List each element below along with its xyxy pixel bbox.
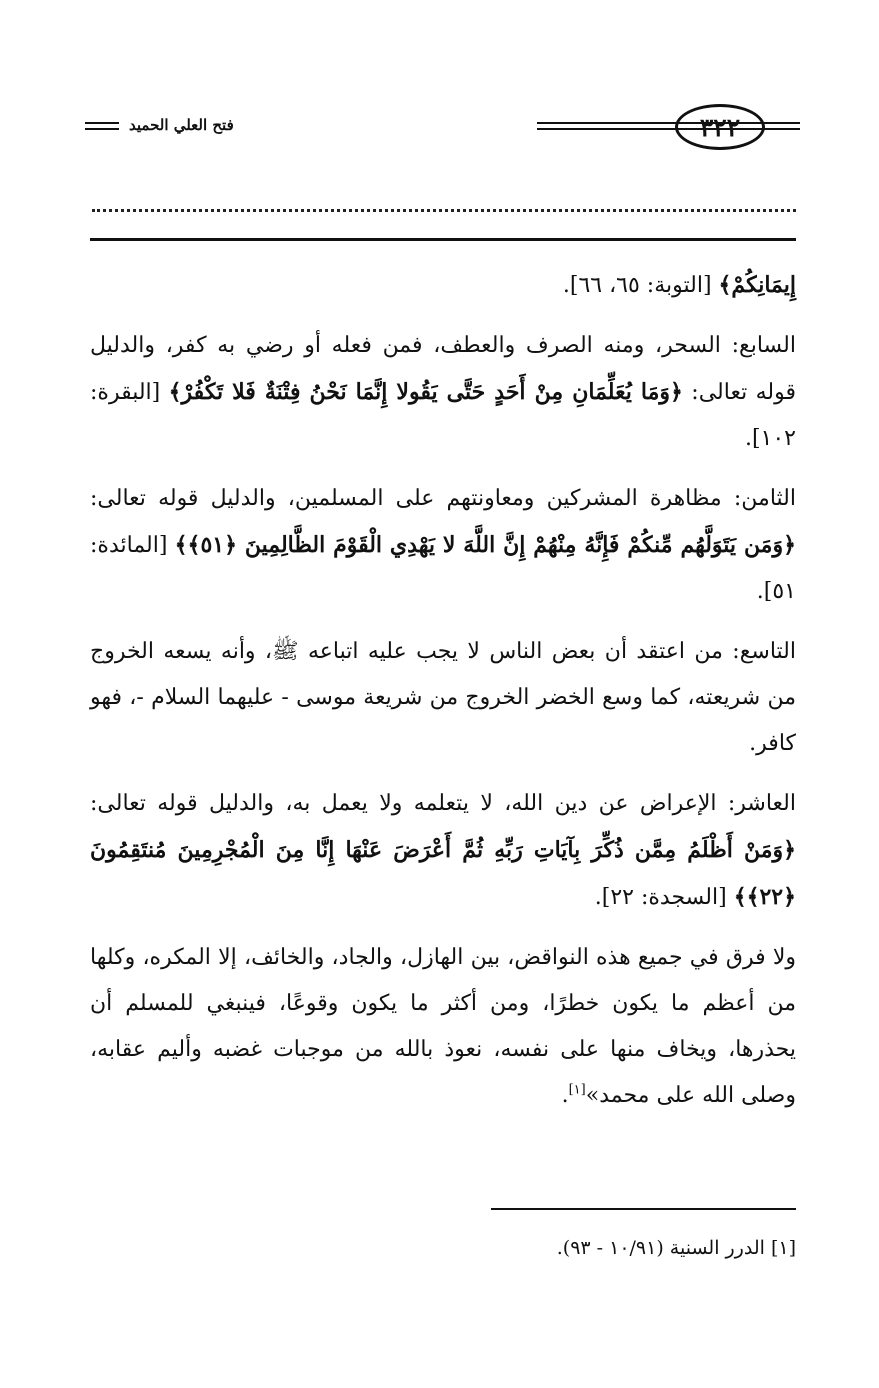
paragraph-text: ولا فرق في جميع هذه النواقض، بين الهازل، والجاد، والخائف، إلا المكره، وكلها من أعظم ما يكون خطرًا، ومن أكثر ما يكون وقوعًا، فينبغي للمسلم أن يحذرها، ويخاف منها على نفسه، نعوذ بالله من موجبات غضبه وأليم عقابه، وصلى الله على محمد» bbox=[90, 945, 796, 1108]
footnote-rule bbox=[491, 1208, 796, 1210]
footnote-marker: [١] bbox=[568, 1082, 586, 1098]
paragraph-ninth bbox=[90, 629, 796, 767]
paragraph-eighth bbox=[90, 476, 796, 615]
content-top-rule bbox=[90, 238, 796, 241]
verse-reference: [السجدة: ٢٢]. bbox=[594, 885, 734, 910]
verse-reference: [التوبة: ٦٥، ٦٦]. bbox=[562, 273, 719, 298]
page-content bbox=[90, 262, 796, 1133]
header-rule-left bbox=[85, 122, 119, 130]
paragraph-text: الثامن: مظاهرة المشركين ومعاونتهم على المسلمين، والدليل قوله تعالى: bbox=[90, 486, 796, 511]
header-rule-right bbox=[764, 122, 800, 130]
paragraph-text-end: . bbox=[561, 1083, 569, 1108]
paragraph-text: السابع: السحر، ومنه الصرف والعطف، فمن فعله أو رضي به كفر، والدليل قوله تعالى: bbox=[90, 333, 796, 405]
quran-verse: إِيمَانِكُمْ﴾ bbox=[718, 272, 796, 298]
paragraph-conclusion bbox=[90, 935, 796, 1119]
book-title: فتح العلي الحميد bbox=[129, 116, 234, 134]
paragraph-seventh bbox=[90, 323, 796, 462]
page-number: ٣٢٢ bbox=[675, 104, 765, 150]
verse-reference: [البقرة: ١٠٢]. bbox=[90, 380, 796, 451]
quran-verse: ﴿وَمَن يَتَوَلَّهُم مِّنكُمْ فَإِنَّهُ مِنْهُمْ إِنَّ اللَّهَ لا يَهْدِي الْقَوْمَ الظَّالِمِينَ ﴿٥١﴾﴾ bbox=[174, 532, 796, 558]
header-rule-middle bbox=[537, 122, 767, 130]
paragraph-tenth bbox=[90, 781, 796, 921]
verse-reference: [المائدة: ٥١]. bbox=[90, 533, 796, 604]
footnote: [١] الدرر السنية (١٠/٩١ - ٩٣). bbox=[556, 1237, 796, 1259]
paragraph-text: التاسع: من اعتقد أن بعض الناس لا يجب عليه اتباعه ﷺ، وأنه يسعه الخروج من شريعته، كما وسع الخضر الخروج من شريعة موسى - عليهما السلام -، فهو كافر. bbox=[90, 639, 796, 756]
paragraph-text: العاشر: الإعراض عن دين الله، لا يتعلمه ولا يعمل به، والدليل قوله تعالى: bbox=[90, 791, 796, 816]
paragraph-verse-ending bbox=[90, 262, 796, 309]
dotted-separator bbox=[92, 198, 796, 212]
page-header bbox=[85, 100, 800, 160]
quran-verse: ﴿وَمَنْ أَظْلَمُ مِمَّن ذُكِّرَ بِآيَاتِ رَبِّهِ ثُمَّ أَعْرَضَ عَنْهَا إِنَّا مِنَ الْمُجْرِمِينَ مُنتَقِمُونَ ﴿٢٢﴾﴾ bbox=[90, 837, 796, 910]
quran-verse: ﴿وَمَا يُعَلِّمَانِ مِنْ أَحَدٍ حَتَّى يَقُولا إِنَّمَا نَحْنُ فِتْنَةٌ فَلا تَكْفُرْ﴾ bbox=[168, 379, 683, 405]
